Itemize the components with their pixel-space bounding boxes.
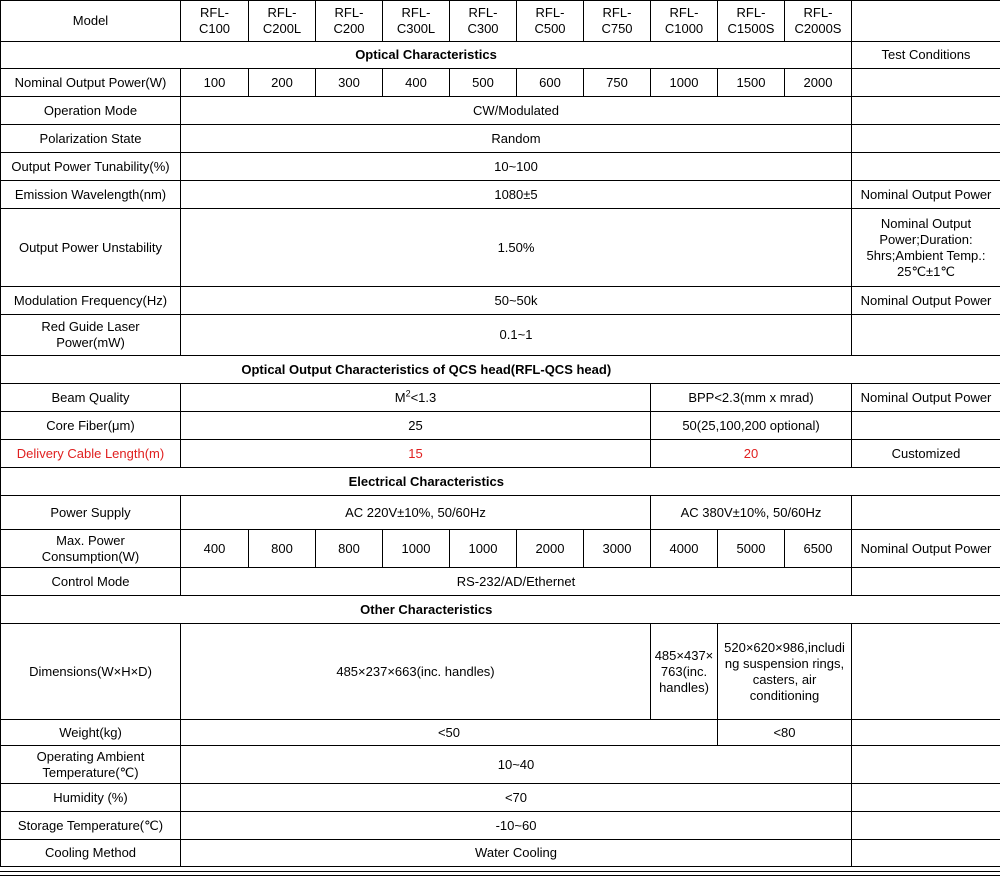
condition-blank [852,315,1000,356]
header-row [1,1,1000,42]
row-tunability [1,153,1000,181]
condition-blank [852,720,1000,746]
row-label: Emission Wavelength(nm) [1,181,181,209]
model-name: RFL- C750 [584,1,651,42]
condition-blank [852,97,1000,125]
condition-blank [852,496,1000,530]
section-title: Optical Output Characteristics of QCS head(RFL-QCS head) [1,356,852,384]
row-label: Power Supply [1,496,181,530]
cell-value: 1000 [651,69,718,97]
cell-value: 10~100 [181,153,852,181]
condition-blank [852,812,1000,840]
row-nominal-power [1,69,1000,97]
cell-value: 100 [181,69,249,97]
model-name: RFL- C2000S [785,1,852,42]
cell-value: 50~50k [181,287,852,315]
conditions-header-blank [852,1,1000,42]
section-blank [852,596,1000,624]
cell-value: 485×237×663(inc. handles) [181,624,651,720]
row-label: Red Guide Laser Power(mW) [1,315,181,356]
row-label: Operation Mode [1,97,181,125]
condition-blank [852,412,1000,440]
condition-blank [852,624,1000,720]
cell-value: 1500 [718,69,785,97]
cell-value: 0.1~1 [181,315,852,356]
cell-value: CW/Modulated [181,97,852,125]
row-label: Humidity (%) [1,784,181,812]
cell-value: <80 [718,720,852,746]
condition-blank [852,784,1000,812]
row-label: Nominal Output Power(W) [1,69,181,97]
cell-value: BPP<2.3(mm x mrad) [651,384,852,412]
cell-value: 800 [249,530,316,568]
condition-cell: Nominal Output Power;Duration: 5hrs;Ambient Temp.: 25℃±1℃ [852,209,1000,287]
cell-value: 2000 [517,530,584,568]
section-row-electrical [1,468,1000,496]
row-red-guide [1,315,1000,356]
model-name: RFL- C100 [181,1,249,42]
row-beam-quality [1,384,1000,412]
row-label: Max. Power Consumption(W) [1,530,181,568]
test-conditions-header: Test Conditions [852,42,1000,69]
section-title: Electrical Characteristics [1,468,852,496]
cell-value: 25 [181,412,651,440]
cell-value: -10~60 [181,812,852,840]
cell-value: 750 [584,69,651,97]
row-label: Modulation Frequency(Hz) [1,287,181,315]
cell-value: <50 [181,720,718,746]
model-name: RFL- C300 [450,1,517,42]
row-label: Delivery Cable Length(m) [1,440,181,468]
condition-cell: Nominal Output Power [852,384,1000,412]
row-cooling [1,840,1000,867]
condition-blank [852,568,1000,596]
condition-blank [852,125,1000,153]
cell-value: 2000 [785,69,852,97]
model-name: RFL- C1000 [651,1,718,42]
cell-value: 500 [450,69,517,97]
cell-value: 400 [383,69,450,97]
model-name: RFL- C200 [316,1,383,42]
cell-value: 10~40 [181,746,852,784]
section-blank [852,468,1000,496]
condition-blank [852,69,1000,97]
row-label: Dimensions(W×H×D) [1,624,181,720]
cell-value: AC 220V±10%, 50/60Hz [181,496,651,530]
condition-blank [852,840,1000,867]
cell-value: 20 [651,440,852,468]
row-max-power [1,530,1000,568]
section-row-qcs [1,356,1000,384]
cell-value: 5000 [718,530,785,568]
cell-value: AC 380V±10%, 50/60Hz [651,496,852,530]
model-name: RFL- C1500S [718,1,785,42]
row-humidity [1,784,1000,812]
condition-blank [852,153,1000,181]
row-label: Polarization State [1,125,181,153]
row-control-mode [1,568,1000,596]
cell-value: 400 [181,530,249,568]
cell-value: $M^2<1.3$ [181,384,651,412]
row-label: Beam Quality [1,384,181,412]
cell-value: 520×620×986,includi ng suspension rings, casters, air conditioning [718,624,852,720]
row-label: Weight(kg) [1,720,181,746]
row-ambient-temp [1,746,1000,784]
condition-cell: Nominal Output Power [852,181,1000,209]
section-blank [852,356,1000,384]
model-name: RFL- C200L [249,1,316,42]
bottom-rule [0,871,1000,872]
row-storage-temp [1,812,1000,840]
row-label: Core Fiber(μm) [1,412,181,440]
row-label: Cooling Method [1,840,181,867]
section-title: Other Characteristics [1,596,852,624]
cell-value: 300 [316,69,383,97]
cell-value: 485×437× 763(inc. handles) [651,624,718,720]
row-label: Operating Ambient Temperature(℃) [1,746,181,784]
condition-cell: Nominal Output Power [852,287,1000,315]
condition-cell: Customized [852,440,1000,468]
row-unstability [1,209,1000,287]
row-dimensions [1,624,1000,720]
condition-blank [852,746,1000,784]
cell-value: 4000 [651,530,718,568]
condition-cell: Nominal Output Power [852,530,1000,568]
cell-value: 200 [249,69,316,97]
row-polarization [1,125,1000,153]
section-row-optical [1,42,1000,69]
row-label: Output Power Tunability(%) [1,153,181,181]
row-wavelength [1,181,1000,209]
row-label: Storage Temperature(℃) [1,812,181,840]
cell-value: 1000 [450,530,517,568]
cell-value: 6500 [785,530,852,568]
bottom-rule [0,875,1000,876]
cell-value: 50(25,100,200 optional) [651,412,852,440]
cell-value: RS-232/AD/Ethernet [181,568,852,596]
section-row-other [1,596,1000,624]
row-weight [1,720,1000,746]
model-name: RFL- C300L [383,1,450,42]
cell-value: 800 [316,530,383,568]
cell-value: Random [181,125,852,153]
section-title: Optical Characteristics [1,42,852,69]
row-operation-mode [1,97,1000,125]
row-modulation [1,287,1000,315]
cell-value: <70 [181,784,852,812]
row-core-fiber [1,412,1000,440]
cell-value: 3000 [584,530,651,568]
cell-value: 1000 [383,530,450,568]
model-name: RFL- C500 [517,1,584,42]
row-label: Output Power Unstability [1,209,181,287]
row-cable-length [1,440,1000,468]
model-label: Model [1,1,181,42]
cell-value: Water Cooling [181,840,852,867]
row-label: Control Mode [1,568,181,596]
cell-value: 15 [181,440,651,468]
cell-value: 600 [517,69,584,97]
cell-value: 1.50% [181,209,852,287]
cell-value: 1080±5 [181,181,852,209]
row-power-supply [1,496,1000,530]
